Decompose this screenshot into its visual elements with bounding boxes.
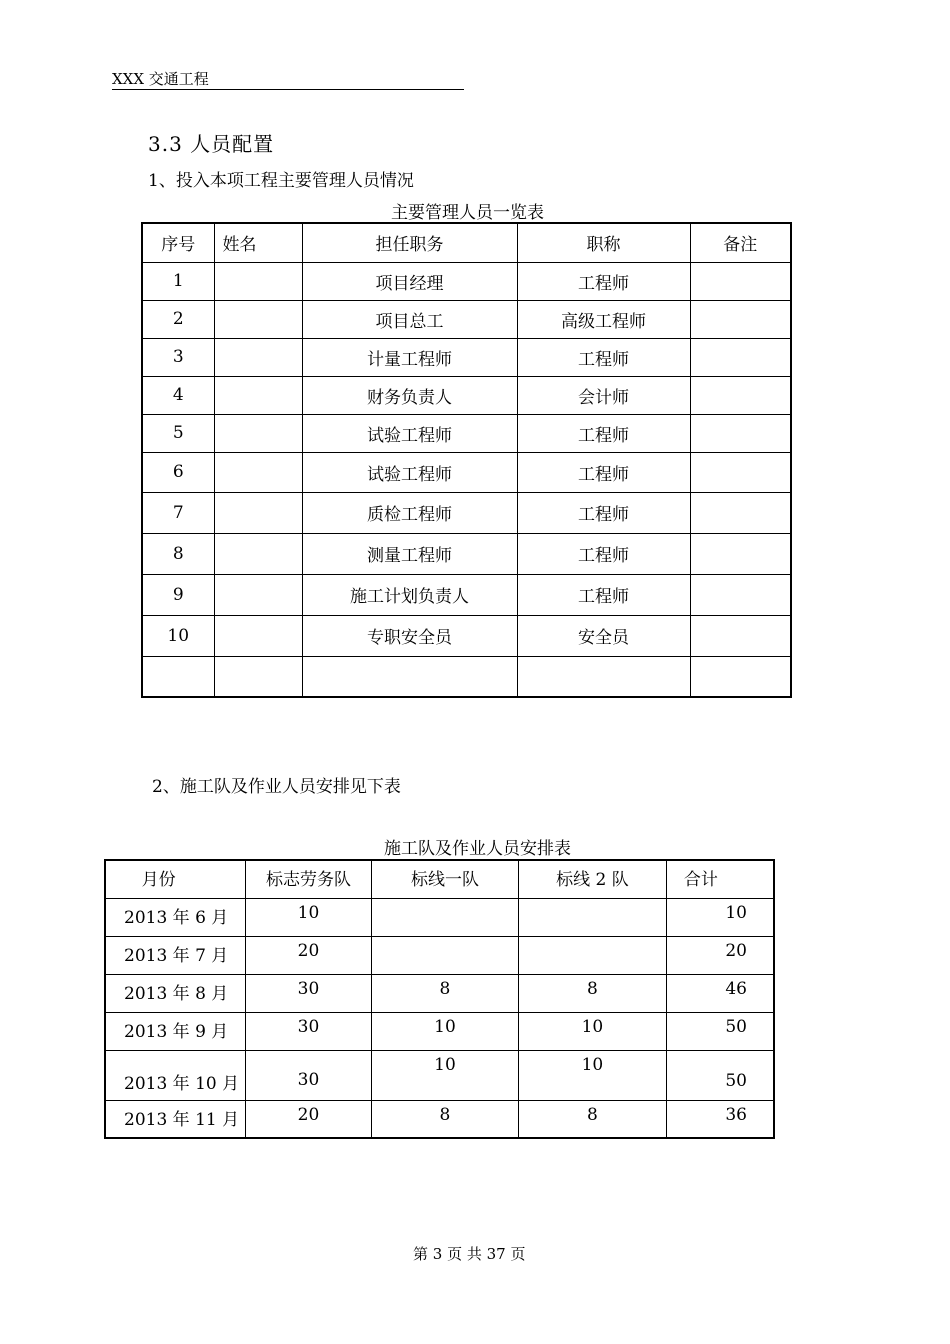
cell-name bbox=[214, 492, 302, 533]
cell-title: 工程师 bbox=[517, 338, 690, 376]
cell-line-team-1 bbox=[371, 898, 518, 936]
cell-note bbox=[690, 414, 791, 452]
cell-title: 工程师 bbox=[517, 414, 690, 452]
cell-line-team-2: 10 bbox=[519, 1050, 666, 1100]
cell-title bbox=[517, 656, 690, 697]
crew-schedule-table bbox=[104, 859, 775, 1139]
cell-no: 8 bbox=[142, 533, 214, 574]
cell-no: 9 bbox=[142, 574, 214, 615]
cell-title: 工程师 bbox=[517, 533, 690, 574]
crew-heading: 2、施工队及作业人员安排见下表 bbox=[152, 777, 401, 797]
cell-title: 安全员 bbox=[517, 615, 690, 656]
cell-role: 施工计划负责人 bbox=[302, 574, 517, 615]
cell-name bbox=[214, 338, 302, 376]
table-row bbox=[142, 376, 791, 414]
cell-note bbox=[690, 376, 791, 414]
column-header: 职称 bbox=[517, 223, 690, 262]
document-header: XXX 交通工程 bbox=[112, 70, 464, 90]
cell-month: 2013 年 10 月 bbox=[105, 1050, 246, 1100]
cell-line-team-2: 8 bbox=[519, 1100, 666, 1138]
table-row bbox=[142, 300, 791, 338]
table-row bbox=[105, 898, 774, 936]
cell-month: 2013 年 11 月 bbox=[105, 1100, 246, 1138]
cell-title: 高级工程师 bbox=[517, 300, 690, 338]
cell-line-team-2 bbox=[519, 898, 666, 936]
cell-note bbox=[690, 300, 791, 338]
cell-line-team-1: 10 bbox=[371, 1012, 518, 1050]
cell-sign-team: 20 bbox=[246, 936, 372, 974]
cell-total: 50 bbox=[666, 1050, 774, 1100]
cell-role: 质检工程师 bbox=[302, 492, 517, 533]
table-row bbox=[105, 1050, 774, 1100]
crew-table-caption: 施工队及作业人员安排表 bbox=[384, 839, 571, 859]
cell-no: 4 bbox=[142, 376, 214, 414]
table-row bbox=[142, 414, 791, 452]
cell-total: 10 bbox=[666, 898, 774, 936]
cell-note bbox=[690, 262, 791, 300]
cell-month: 2013 年 8 月 bbox=[105, 974, 246, 1012]
column-header: 月份 bbox=[105, 860, 246, 898]
table-row bbox=[142, 656, 791, 697]
column-header: 合计 bbox=[666, 860, 774, 898]
cell-sign-team: 30 bbox=[246, 974, 372, 1012]
cell-title: 工程师 bbox=[517, 452, 690, 492]
cell-no: 2 bbox=[142, 300, 214, 338]
cell-sign-team: 10 bbox=[246, 898, 372, 936]
table-row bbox=[105, 936, 774, 974]
cell-role: 测量工程师 bbox=[302, 533, 517, 574]
cell-no: 10 bbox=[142, 615, 214, 656]
cell-role: 试验工程师 bbox=[302, 414, 517, 452]
table-row bbox=[142, 452, 791, 492]
table-row bbox=[142, 574, 791, 615]
cell-note bbox=[690, 615, 791, 656]
table-row bbox=[142, 338, 791, 376]
cell-title: 工程师 bbox=[517, 262, 690, 300]
cell-no: 3 bbox=[142, 338, 214, 376]
table-row bbox=[105, 1100, 774, 1138]
cell-role bbox=[302, 656, 517, 697]
cell-title: 工程师 bbox=[517, 574, 690, 615]
table-row bbox=[142, 262, 791, 300]
cell-line-team-1: 10 bbox=[371, 1050, 518, 1100]
cell-name bbox=[214, 300, 302, 338]
column-header: 姓名 bbox=[214, 223, 302, 262]
cell-note bbox=[690, 338, 791, 376]
cell-no bbox=[142, 656, 214, 697]
page-number-footer: 第 3 页 共 37 页 bbox=[413, 1245, 526, 1263]
cell-name bbox=[214, 574, 302, 615]
cell-role: 试验工程师 bbox=[302, 452, 517, 492]
cell-note bbox=[690, 492, 791, 533]
cell-line-team-2 bbox=[519, 936, 666, 974]
cell-total: 20 bbox=[666, 936, 774, 974]
cell-note bbox=[690, 452, 791, 492]
cell-name bbox=[214, 615, 302, 656]
cell-role: 项目经理 bbox=[302, 262, 517, 300]
column-header: 标线 2 队 bbox=[519, 860, 666, 898]
cell-role: 项目总工 bbox=[302, 300, 517, 338]
column-header: 标线一队 bbox=[371, 860, 518, 898]
column-header: 序号 bbox=[142, 223, 214, 262]
column-header: 担任职务 bbox=[302, 223, 517, 262]
table-row bbox=[105, 974, 774, 1012]
table-header-row bbox=[105, 860, 774, 898]
cell-no: 7 bbox=[142, 492, 214, 533]
cell-name bbox=[214, 452, 302, 492]
cell-title: 会计师 bbox=[517, 376, 690, 414]
cell-line-team-1 bbox=[371, 936, 518, 974]
cell-total: 36 bbox=[666, 1100, 774, 1138]
cell-month: 2013 年 9 月 bbox=[105, 1012, 246, 1050]
cell-line-team-1: 8 bbox=[371, 1100, 518, 1138]
cell-sign-team: 30 bbox=[246, 1012, 372, 1050]
cell-role: 专职安全员 bbox=[302, 615, 517, 656]
cell-line-team-2: 8 bbox=[519, 974, 666, 1012]
cell-name bbox=[214, 262, 302, 300]
cell-title: 工程师 bbox=[517, 492, 690, 533]
cell-total: 46 bbox=[666, 974, 774, 1012]
table-row bbox=[142, 615, 791, 656]
cell-no: 1 bbox=[142, 262, 214, 300]
cell-line-team-1: 8 bbox=[371, 974, 518, 1012]
table-header-row bbox=[142, 223, 791, 262]
table-row bbox=[142, 492, 791, 533]
cell-note bbox=[690, 533, 791, 574]
cell-name bbox=[214, 376, 302, 414]
management-heading: 1、投入本项工程主要管理人员情况 bbox=[148, 171, 414, 191]
cell-month: 2013 年 7 月 bbox=[105, 936, 246, 974]
section-title: 3.3 人员配置 bbox=[148, 132, 275, 156]
cell-role: 财务负责人 bbox=[302, 376, 517, 414]
column-header: 备注 bbox=[690, 223, 791, 262]
management-staff-table bbox=[141, 222, 792, 698]
cell-no: 6 bbox=[142, 452, 214, 492]
cell-sign-team: 20 bbox=[246, 1100, 372, 1138]
cell-note bbox=[690, 574, 791, 615]
cell-name bbox=[214, 414, 302, 452]
cell-no: 5 bbox=[142, 414, 214, 452]
cell-role: 计量工程师 bbox=[302, 338, 517, 376]
cell-name bbox=[214, 656, 302, 697]
cell-sign-team: 30 bbox=[246, 1050, 372, 1100]
column-header: 标志劳务队 bbox=[246, 860, 372, 898]
table-row bbox=[105, 1012, 774, 1050]
cell-note bbox=[690, 656, 791, 697]
management-table-caption: 主要管理人员一览表 bbox=[391, 203, 544, 223]
cell-line-team-2: 10 bbox=[519, 1012, 666, 1050]
cell-name bbox=[214, 533, 302, 574]
cell-month: 2013 年 6 月 bbox=[105, 898, 246, 936]
cell-total: 50 bbox=[666, 1012, 774, 1050]
table-row bbox=[142, 533, 791, 574]
